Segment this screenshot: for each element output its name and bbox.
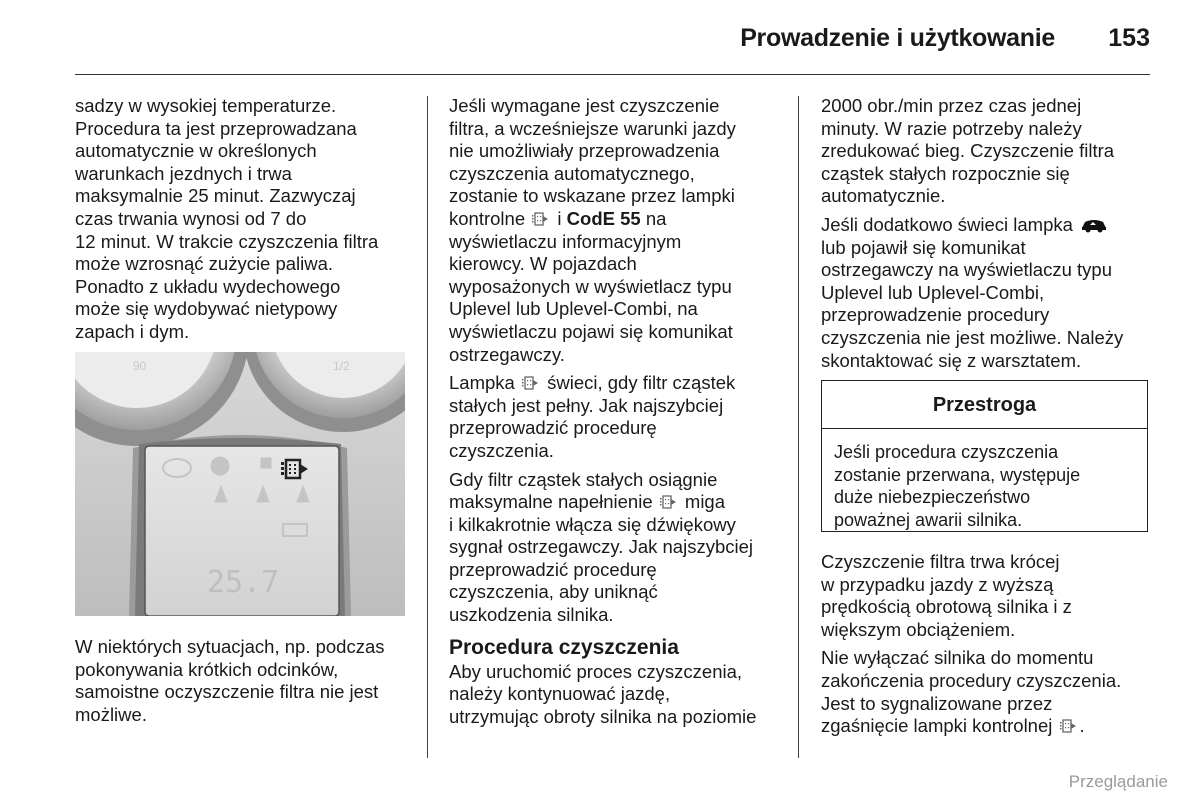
text-line: Aby uruchomić proces czyszczenia,: [449, 660, 743, 682]
text-line: Ponadto z układu wydechowego: [75, 275, 341, 297]
text-line: wyświetlaczu informacyjnym: [449, 230, 682, 252]
text-line: [449, 208, 789, 231]
text-line: zredukować bieg. Czyszczenie filtra: [821, 140, 1115, 162]
text-line: [821, 214, 1161, 237]
text-line: przeprowadzenie procedury: [821, 304, 1050, 326]
text-fragment: świeci, gdy filtr cząstek: [547, 372, 736, 394]
text-line: nie umożliwiały przeprowadzenia: [449, 140, 720, 162]
page-header-title: Prowadzenie i użytkowanie: [740, 24, 1055, 52]
text-line: i kilkakrotnie włącza się dźwiękowy: [449, 513, 736, 535]
warning-box: [821, 380, 1148, 532]
text-line: czyszczenia nie jest możliwe. Należy: [821, 326, 1124, 348]
text-fragment: Lampka: [449, 372, 515, 394]
col3-paragraph-2: [821, 214, 1161, 372]
dashboard-display-figure: [75, 352, 405, 616]
col2-paragraph-3: [449, 469, 789, 627]
dpf-icon: [1060, 718, 1078, 734]
text-fragment: kontrolne: [449, 207, 526, 229]
text-line: Nie wyłączać silnika do momentu: [821, 647, 1094, 669]
text-line: Jest to sygnalizowane przez: [821, 692, 1053, 714]
text-line: lub pojawił się komunikat: [821, 236, 1026, 258]
page-number: 153: [1108, 24, 1150, 52]
text-line: Jeśli wymagane jest czyszczenie: [449, 95, 720, 116]
text-fragment: na: [645, 207, 667, 229]
col3-paragraph-1: [821, 95, 1161, 208]
text-fragment: zgaśnięcie lampki kontrolnej: [821, 715, 1053, 737]
text-line: w przypadku jazdy z wyższą: [821, 573, 1054, 595]
text-line: [821, 715, 1161, 738]
column-2: [449, 95, 789, 734]
text-line: Czyszczenie filtra trwa krócej: [821, 551, 1060, 572]
col2-paragraph-1: [449, 95, 789, 366]
text-line: zakończenia procedury czyszczenia.: [821, 669, 1122, 691]
text-line: przeprowadzić procedurę: [449, 417, 657, 439]
column-3-bottom: [821, 551, 1161, 744]
check-engine-car-icon: [1080, 217, 1108, 233]
header-rule: [75, 74, 1150, 75]
text-line: duże niebezpieczeństwo: [834, 487, 1031, 508]
text-line: Uplevel lub Uplevel-Combi,: [821, 281, 1045, 303]
dial-left-label: 90: [133, 359, 147, 373]
text-line: cząstek stałych rozpocznie się: [821, 162, 1070, 184]
text-line: maksymalnie 25 minut. Zazwyczaj: [75, 185, 356, 207]
text-line: należy kontynuować jazdę,: [449, 683, 671, 705]
text-line: Uplevel lub Uplevel-Combi, na: [449, 298, 698, 320]
column-divider-2: [798, 96, 799, 758]
error-code: CodE 55: [566, 207, 641, 229]
warning-body: [822, 429, 1147, 531]
text-line: czyszczenia, aby uniknąć: [449, 581, 658, 603]
text-line: filtra, a wcześniejsze warunki jazdy: [449, 117, 736, 139]
odometer-display: 25.7: [207, 565, 280, 600]
text-line: Gdy filtr cząstek stałych osiągnie: [449, 468, 718, 490]
dial-right-label: 1/2: [333, 359, 350, 373]
text-line: przeprowadzić procedurę: [449, 558, 657, 580]
text-line: warunkach jezdnych i trwa: [75, 162, 292, 184]
text-fragment: miga: [684, 491, 726, 513]
column-3: [821, 95, 1161, 378]
text-line: minuty. W razie potrzeby należy: [821, 117, 1082, 139]
section-subheading: Procedura czyszczenia: [449, 635, 679, 659]
text-line: wyświetlaczu pojawi się komunikat: [449, 320, 733, 342]
text-line: poważnej awarii silnika.: [834, 509, 1023, 530]
text-line: możliwe.: [75, 703, 147, 725]
text-line: zostanie przerwana, występuje: [834, 464, 1081, 485]
column-divider-1: [427, 96, 428, 758]
col1-paragraph-1: [75, 95, 415, 344]
text-line: czas trwania wynosi od 7 do: [75, 207, 307, 229]
text-fragment: Jeśli dodatkowo świeci lampka: [821, 213, 1073, 235]
text-line: [449, 372, 789, 395]
text-line: może wzrosnąć zużycie paliwa.: [75, 253, 334, 275]
text-line: ostrzegawczy na wyświetlaczu typu: [821, 259, 1112, 281]
dpf-icon: [660, 494, 678, 510]
text-line: automatycznie.: [821, 185, 946, 207]
browse-link[interactable]: Przeglądanie: [1068, 772, 1168, 791]
column-1-bottom: [75, 636, 415, 732]
text-line: czyszczenia.: [449, 439, 554, 461]
col3-paragraph-3: [821, 551, 1161, 641]
text-line: sadzy w wysokiej temperaturze.: [75, 95, 337, 116]
text-line: utrzymując obroty silnika na poziomie: [449, 705, 757, 727]
dpf-icon: [532, 211, 550, 227]
text-line: stałych jest pełny. Jak najszybciej: [449, 394, 724, 416]
text-line: może się wydobywać nietypowy: [75, 298, 338, 320]
text-line: zostanie to wskazane przez lampki: [449, 185, 735, 207]
text-line: skontaktować się z warsztatem.: [821, 349, 1082, 371]
warning-title: Przestroga: [822, 381, 1147, 429]
text-line: ostrzegawczy.: [449, 343, 565, 365]
col3-paragraph-4: [821, 647, 1161, 737]
col2-paragraph-4: [449, 661, 789, 729]
col1-paragraph-2: [75, 636, 415, 726]
text-line: prędkością obrotową silnika i z: [821, 596, 1072, 618]
text-line: czyszczenia automatycznego,: [449, 162, 695, 184]
text-line: 2000 obr./min przez czas jednej: [821, 95, 1082, 116]
text-line: samoistne oczyszczenie filtra nie jest: [75, 681, 379, 703]
text-line: kierowcy. W pojazdach: [449, 253, 637, 275]
text-fragment: maksymalne napełnienie: [449, 491, 653, 513]
col2-paragraph-2: [449, 372, 789, 462]
text-line: 12 minut. W trakcie czyszczenia filtra: [75, 230, 379, 252]
text-line: W niektórych sytuacjach, np. podczas: [75, 636, 385, 657]
text-line: większym obciążeniem.: [821, 618, 1016, 640]
text-line: zapach i dym.: [75, 320, 190, 342]
dpf-icon: [522, 375, 540, 391]
text-line: Jeśli procedura czyszczenia: [834, 442, 1059, 462]
text-fragment: i: [557, 207, 562, 229]
text-line: wyposażonych w wyświetlacz typu: [449, 275, 732, 297]
text-line: pokonywania krótkich odcinków,: [75, 658, 339, 680]
column-1: [75, 95, 415, 350]
text-fragment: .: [1079, 715, 1085, 737]
text-line: [449, 491, 789, 514]
text-line: sygnał ostrzegawczy. Jak najszybciej: [449, 536, 754, 558]
text-line: Procedura ta jest przeprowadzana: [75, 117, 357, 139]
text-line: automatycznie w określonych: [75, 140, 317, 162]
text-line: uszkodzenia silnika.: [449, 604, 614, 626]
